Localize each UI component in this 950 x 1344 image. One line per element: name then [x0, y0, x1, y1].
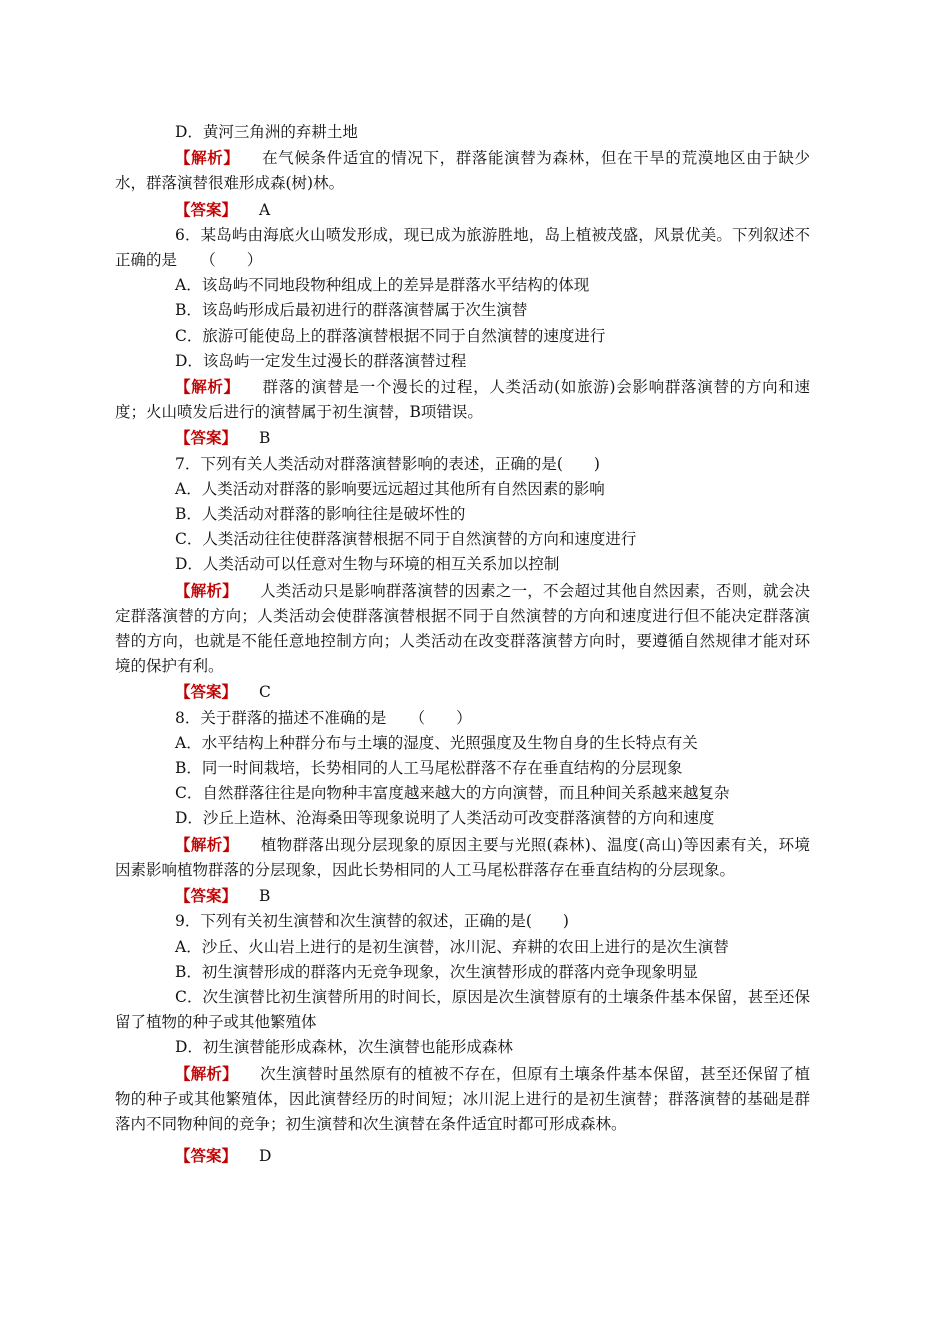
q5-answer: [115, 197, 810, 223]
q9-analysis: [115, 1061, 810, 1138]
q8-stem: 8．关于群落的描述不准确的是 （ ）: [175, 708, 472, 727]
q7-stem: 7．下列有关人类活动对群落演替影响的表述，正确的是( ): [175, 454, 600, 473]
q7-option-c: C．人类活动往往使群落演替根据不同于自然演替的方向和速度进行: [175, 530, 637, 549]
q6-option-b: B．该岛屿形成后最初进行的群落演替属于次生演替: [175, 301, 528, 320]
q9-option-c: C．次生演替比初生演替所用的时间长，原因是次生演替原有的土壤条件基本保留，甚至还保留了植物的种子或其他繁殖体: [115, 987, 810, 1032]
answer-label: 【答案】: [175, 199, 238, 219]
q8-option-c: C．自然群落往往是向物种丰富度越来越大的方向演替，而且种间关系越来越复杂: [175, 784, 730, 803]
analysis-label: 【解析】: [175, 580, 238, 600]
q7-analysis-text: 人类活动只是影响群落演替的因素之一，不会超过其他自然因素，否则，就会决定群落演替的方向；人类活动会使群落演替根据不同于自然演替的方向和速度进行但不能决定群落演替的方向，也就是不能任意地控制方向；人类活动在改变群落演替方向时，要遵循自然规律才能对环境的保护有利。: [115, 581, 810, 676]
q7-option-b: B．人类活动对群落的影响往往是破坏性的: [175, 505, 466, 524]
q6-option-a: A．该岛屿不同地段物种组成上的差异是群落水平结构的体现: [175, 276, 590, 295]
analysis-label: 【解析】: [175, 1063, 238, 1083]
q5-analysis-text: 在气候条件适宜的情况下，群落能演替为森林，但在干旱的荒漠地区由于缺少水，群落演替很难形成森(树)林。: [115, 149, 810, 193]
q7-option-a: A．人类活动对群落的影响要远远超过其他所有自然因素的影响: [175, 479, 605, 498]
q6-answer: [115, 425, 810, 451]
q9-analysis-text: 次生演替时虽然原有的植被不存在，但原有土壤条件基本保留，甚至还保留了植物的种子或其他繁殖体，因此演替经历的时间短；冰川泥上进行的是初生演替；群落演替的基础是群落内不同物种间的竞争；初生演替和次生演替在条件适宜时都可形成森林。: [115, 1064, 810, 1133]
answer-label: 【答案】: [175, 428, 238, 448]
q7-answer-value: C: [259, 683, 271, 702]
q6-analysis-text: 群落的演替是一个漫长的过程，人类活动(如旅游)会影响群落演替的方向和速度；火山喷发后进行的演替属于初生演替，B项错误。: [115, 378, 810, 422]
q8-analysis-text: 植物群落出现分层现象的原因主要与光照(森林)、温度(高山)等因素有关，环境因素影响植物群落的分层现象，因此长势相同的人工马尾松群落存在垂直结构的分层现象。: [115, 835, 810, 879]
q6-option-d: D．该岛屿一定发生过漫长的群落演替过程: [175, 351, 467, 370]
q8-answer: [115, 883, 810, 909]
q5-analysis: [115, 145, 810, 196]
analysis-label: 【解析】: [175, 834, 239, 854]
q7-option-d: D．人类活动可以任意对生物与环境的相互关系加以控制: [175, 555, 560, 574]
q8-analysis: [115, 832, 810, 883]
answer-label: 【答案】: [175, 886, 238, 906]
analysis-label: 【解析】: [175, 148, 240, 168]
q6-stem: 6．某岛屿由海底火山喷发形成，现已成为旅游胜地，岛上植被茂盛，风景优美。下列叙述不正确的是 （ ）: [115, 225, 810, 270]
q7-analysis: [115, 578, 810, 680]
q9-answer-value: D: [259, 1147, 272, 1166]
q9-option-b: B．初生演替形成的群落内无竞争现象，次生演替形成的群落内竞争现象明显: [175, 962, 698, 981]
q6-option-c: C．旅游可能使岛上的群落演替根据不同于自然演替的速度进行: [175, 326, 606, 345]
q6-answer-value: B: [259, 429, 271, 448]
q6-analysis: [115, 374, 810, 425]
q5-option-d: D．黄河三角洲的弃耕土地: [175, 123, 358, 141]
q9-option-a: A．沙丘、火山岩上进行的是初生演替，冰川泥、弃耕的农田上进行的是次生演替: [175, 937, 729, 956]
q9-stem: 9．下列有关初生演替和次生演替的叙述，正确的是( ): [175, 912, 569, 931]
q9-option-d: D．初生演替能形成森林，次生演替也能形成森林: [175, 1038, 513, 1057]
answer-label: 【答案】: [175, 1146, 238, 1166]
q7-answer: [115, 679, 810, 705]
q9-answer: [115, 1143, 810, 1169]
q8-answer-value: B: [259, 887, 271, 906]
answer-label: 【答案】: [175, 682, 238, 702]
document-body: [115, 120, 810, 1169]
q8-option-d: D．沙丘上造林、沧海桑田等现象说明了人类活动可改变群落演替的方向和速度: [175, 809, 715, 828]
q8-option-b: B．同一时间栽培，长势相同的人工马尾松群落不存在垂直结构的分层现象: [175, 759, 683, 778]
q8-option-a: A．水平结构上种群分布与土壤的湿度、光照强度及生物自身的生长特点有关: [175, 733, 698, 752]
q5-answer-value: A: [259, 200, 271, 219]
analysis-label: 【解析】: [175, 377, 240, 397]
